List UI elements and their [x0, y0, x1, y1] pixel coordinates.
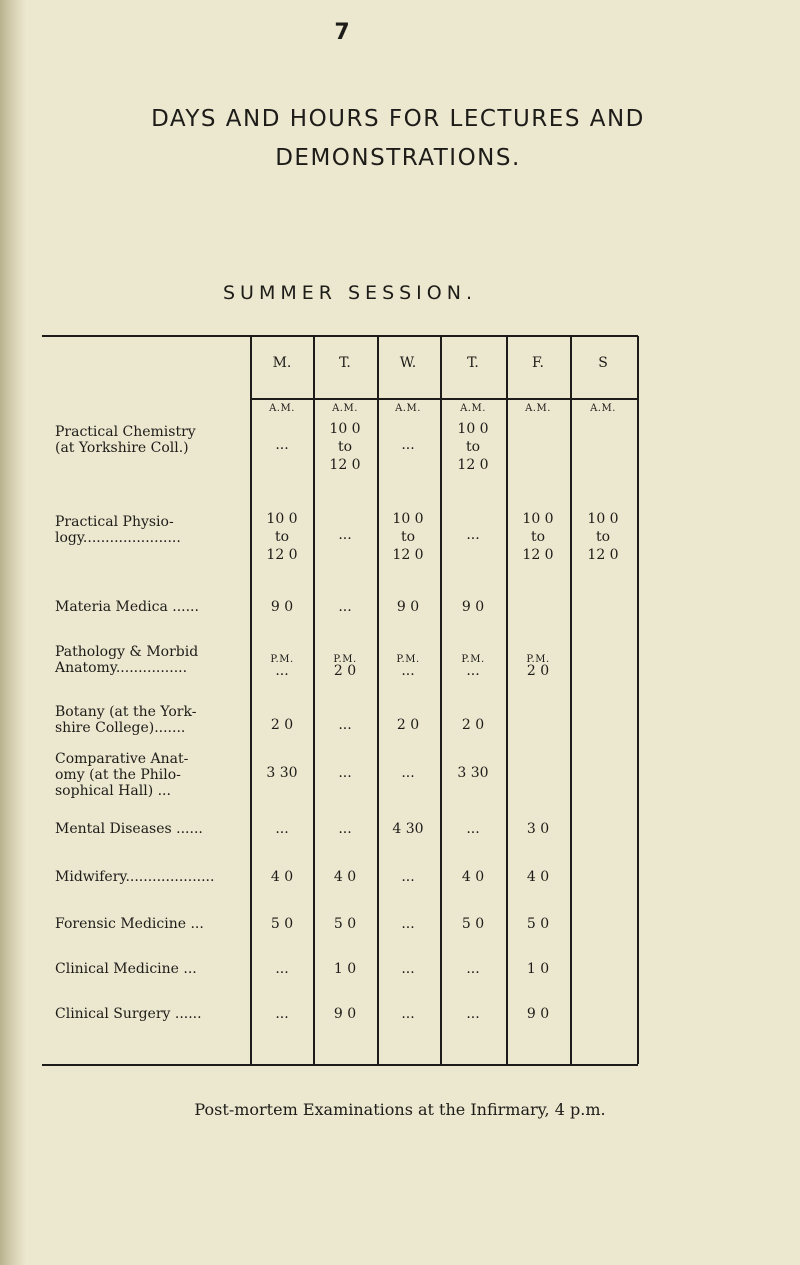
schedule-cell — [443, 764, 503, 782]
schedule-cell — [443, 526, 503, 544]
schedule-cell-line: ... — [401, 869, 415, 885]
schedule-cell-line: 12 0 — [457, 457, 489, 473]
schedule-cell-line: ... — [275, 961, 289, 977]
schedule-cell-line: 9 0 — [461, 599, 485, 615]
schedule-cell — [252, 764, 312, 782]
pm-marker: P.M. — [396, 654, 420, 665]
schedule-cell-line: 9 0 — [270, 599, 294, 615]
schedule-cell — [252, 716, 312, 734]
schedule-cell — [315, 716, 375, 734]
schedule-cell-line: ... — [275, 663, 289, 679]
schedule-cell — [508, 868, 568, 886]
schedule-cell-line: to — [595, 529, 611, 545]
schedule-cell — [443, 420, 503, 474]
row-label-line: Practical Chemistry — [55, 424, 196, 440]
schedule-cell-line: ... — [401, 663, 415, 679]
row-label-line: Practical Physio- — [55, 514, 174, 530]
column-divider — [637, 336, 639, 1064]
schedule-cell — [443, 598, 503, 616]
schedule-cell-line: 10 0 — [392, 511, 424, 527]
schedule-cell — [315, 420, 375, 474]
schedule-cell-line: ... — [338, 527, 352, 543]
schedule-cell-line: 2 0 — [333, 663, 357, 679]
schedule-cell-line: ... — [275, 1006, 289, 1022]
schedule-cell-line: 9 0 — [526, 1006, 550, 1022]
schedule-cell — [378, 915, 438, 933]
schedule-cell — [252, 820, 312, 838]
schedule-cell — [252, 1005, 312, 1023]
schedule-cell — [508, 662, 568, 680]
schedule-cell-line: to — [337, 439, 353, 455]
schedule-cell-line: 2 0 — [526, 663, 550, 679]
table-bottom-rule — [42, 1064, 638, 1066]
row-label — [55, 514, 245, 546]
schedule-cell-line: 9 0 — [396, 599, 420, 615]
row-label-line: Anatomy................ — [55, 660, 188, 676]
row-label-line: Botany (at the York- — [55, 704, 197, 720]
schedule-cell-line: to — [400, 529, 416, 545]
schedule-cell-line: ... — [275, 437, 289, 453]
schedule-cell-line: ... — [466, 961, 480, 977]
page-title-line-2: DEMONSTRATIONS. — [275, 145, 521, 171]
row-label-line: Pathology & Morbid — [55, 644, 199, 660]
schedule-cell — [378, 868, 438, 886]
schedule-cell-line: ... — [338, 765, 352, 781]
schedule-cell-line: ... — [401, 765, 415, 781]
schedule-cell — [443, 820, 503, 838]
schedule-cell — [252, 436, 312, 454]
footer-note: Post-mortem Examinations at the Infirmary, 4 p.m. — [194, 1100, 606, 1119]
column-divider — [440, 336, 442, 1064]
schedule-cell — [315, 915, 375, 933]
schedule-cell-line: 5 0 — [270, 916, 294, 932]
schedule-cell — [315, 662, 375, 680]
table-top-rule — [42, 335, 638, 337]
schedule-cell-line: 5 0 — [333, 916, 357, 932]
am-marker: A.M. — [332, 403, 358, 414]
schedule-cell — [252, 915, 312, 933]
schedule-cell-line: 12 0 — [587, 547, 619, 563]
schedule-cell — [378, 820, 438, 838]
schedule-cell — [508, 820, 568, 838]
schedule-cell-line: ... — [466, 527, 480, 543]
row-label — [55, 961, 245, 977]
day-header: S — [598, 355, 608, 371]
schedule-cell-line: 5 0 — [526, 916, 550, 932]
row-label-line: Materia Medica ...... — [55, 599, 199, 615]
row-label-line: Mental Diseases ...... — [55, 821, 203, 837]
schedule-cell-line: 9 0 — [333, 1006, 357, 1022]
schedule-cell — [378, 662, 438, 680]
day-header: T. — [339, 355, 351, 371]
schedule-cell-line: 12 0 — [266, 547, 298, 563]
schedule-cell-line: ... — [275, 821, 289, 837]
schedule-cell — [315, 598, 375, 616]
am-marker: A.M. — [590, 403, 616, 414]
pm-marker: P.M. — [526, 654, 550, 665]
schedule-cell — [315, 960, 375, 978]
am-marker: A.M. — [269, 403, 295, 414]
schedule-cell — [573, 510, 633, 564]
column-divider — [506, 336, 508, 1064]
schedule-cell-line: ... — [401, 437, 415, 453]
schedule-cell-line: 3 30 — [266, 765, 298, 781]
schedule-cell-line: 10 0 — [266, 511, 298, 527]
row-label — [55, 599, 245, 615]
schedule-cell — [378, 764, 438, 782]
day-header: W. — [399, 355, 417, 371]
schedule-cell — [315, 868, 375, 886]
pm-marker: P.M. — [270, 654, 294, 665]
schedule-cell-line: 4 0 — [333, 869, 357, 885]
row-label — [55, 704, 245, 736]
schedule-cell-line: 2 0 — [396, 717, 420, 733]
day-header: T. — [467, 355, 479, 371]
row-label — [55, 916, 245, 932]
row-label-line: omy (at the Philo- — [55, 767, 181, 783]
schedule-cell — [252, 662, 312, 680]
schedule-cell-line: ... — [466, 663, 480, 679]
page-edge-shadow — [0, 0, 26, 1265]
day-header: F. — [532, 355, 544, 371]
schedule-cell — [378, 1005, 438, 1023]
row-label-line: logy...................... — [55, 530, 181, 546]
row-label — [55, 424, 245, 456]
schedule-cell — [252, 960, 312, 978]
schedule-cell-line: 3 30 — [457, 765, 489, 781]
am-marker: A.M. — [395, 403, 421, 414]
schedule-cell-line: to — [274, 529, 290, 545]
schedule-cell-line: ... — [401, 961, 415, 977]
row-label — [55, 1006, 245, 1022]
schedule-cell — [508, 960, 568, 978]
schedule-cell — [378, 598, 438, 616]
schedule-cell-line: 12 0 — [522, 547, 554, 563]
schedule-cell-line: 10 0 — [457, 421, 489, 437]
schedule-cell — [315, 764, 375, 782]
schedule-cell — [443, 716, 503, 734]
schedule-cell — [378, 510, 438, 564]
session-title: SUMMER SESSION. — [223, 282, 477, 304]
row-label-line: Clinical Medicine ... — [55, 961, 197, 977]
am-marker: A.M. — [460, 403, 486, 414]
schedule-cell-line: ... — [401, 1006, 415, 1022]
schedule-cell-line: 4 0 — [270, 869, 294, 885]
schedule-cell — [378, 960, 438, 978]
schedule-cell — [443, 662, 503, 680]
column-divider — [570, 336, 572, 1064]
schedule-cell-line: 10 0 — [587, 511, 619, 527]
row-label-line: (at Yorkshire Coll.) — [55, 440, 189, 456]
schedule-cell-line: 1 0 — [333, 961, 357, 977]
schedule-cell-line: 12 0 — [392, 547, 424, 563]
schedule-cell-line: 2 0 — [461, 717, 485, 733]
row-label-line: Clinical Surgery ...... — [55, 1006, 202, 1022]
schedule-cell-line: to — [530, 529, 546, 545]
schedule-cell-line: 1 0 — [526, 961, 550, 977]
schedule-cell — [378, 716, 438, 734]
schedule-cell — [508, 915, 568, 933]
schedule-cell-line: ... — [338, 717, 352, 733]
page-title-line-1: DAYS AND HOURS FOR LECTURES AND — [151, 106, 645, 132]
schedule-cell — [443, 960, 503, 978]
page-number: 7 — [334, 20, 350, 45]
row-label-line: Midwifery.................... — [55, 869, 215, 885]
schedule-cell-line: ... — [466, 821, 480, 837]
schedule-cell-line: 5 0 — [461, 916, 485, 932]
schedule-cell-line: ... — [338, 821, 352, 837]
schedule-cell — [252, 598, 312, 616]
schedule-cell — [315, 1005, 375, 1023]
schedule-cell — [443, 915, 503, 933]
schedule-cell — [252, 510, 312, 564]
day-header: M. — [272, 355, 292, 371]
pm-marker: P.M. — [461, 654, 485, 665]
header-rule — [250, 398, 637, 400]
schedule-cell — [315, 820, 375, 838]
row-label — [55, 644, 245, 676]
row-label-line: shire College)....... — [55, 720, 186, 736]
row-label — [55, 751, 245, 799]
schedule-cell — [315, 526, 375, 544]
schedule-cell-line: 4 30 — [392, 821, 424, 837]
row-label-line: Comparative Anat- — [55, 751, 189, 767]
row-label — [55, 869, 245, 885]
schedule-cell-line: 12 0 — [329, 457, 361, 473]
schedule-cell-line: 3 0 — [526, 821, 550, 837]
schedule-cell-line: 10 0 — [522, 511, 554, 527]
schedule-cell-line: 4 0 — [526, 869, 550, 885]
schedule-cell-line: ... — [466, 1006, 480, 1022]
schedule-cell-line: 10 0 — [329, 421, 361, 437]
pm-marker: P.M. — [333, 654, 357, 665]
schedule-cell — [508, 1005, 568, 1023]
row-label — [55, 821, 245, 837]
am-marker: A.M. — [525, 403, 551, 414]
schedule-cell-line: ... — [338, 599, 352, 615]
row-label-line: sophical Hall) ... — [55, 783, 171, 799]
schedule-cell — [443, 1005, 503, 1023]
schedule-cell — [443, 868, 503, 886]
schedule-cell-line: 4 0 — [461, 869, 485, 885]
schedule-cell-line: to — [465, 439, 481, 455]
schedule-cell — [252, 868, 312, 886]
row-label-line: Forensic Medicine ... — [55, 916, 204, 932]
schedule-cell-line: ... — [401, 916, 415, 932]
schedule-cell — [508, 510, 568, 564]
schedule-cell — [378, 436, 438, 454]
schedule-cell-line: 2 0 — [270, 717, 294, 733]
